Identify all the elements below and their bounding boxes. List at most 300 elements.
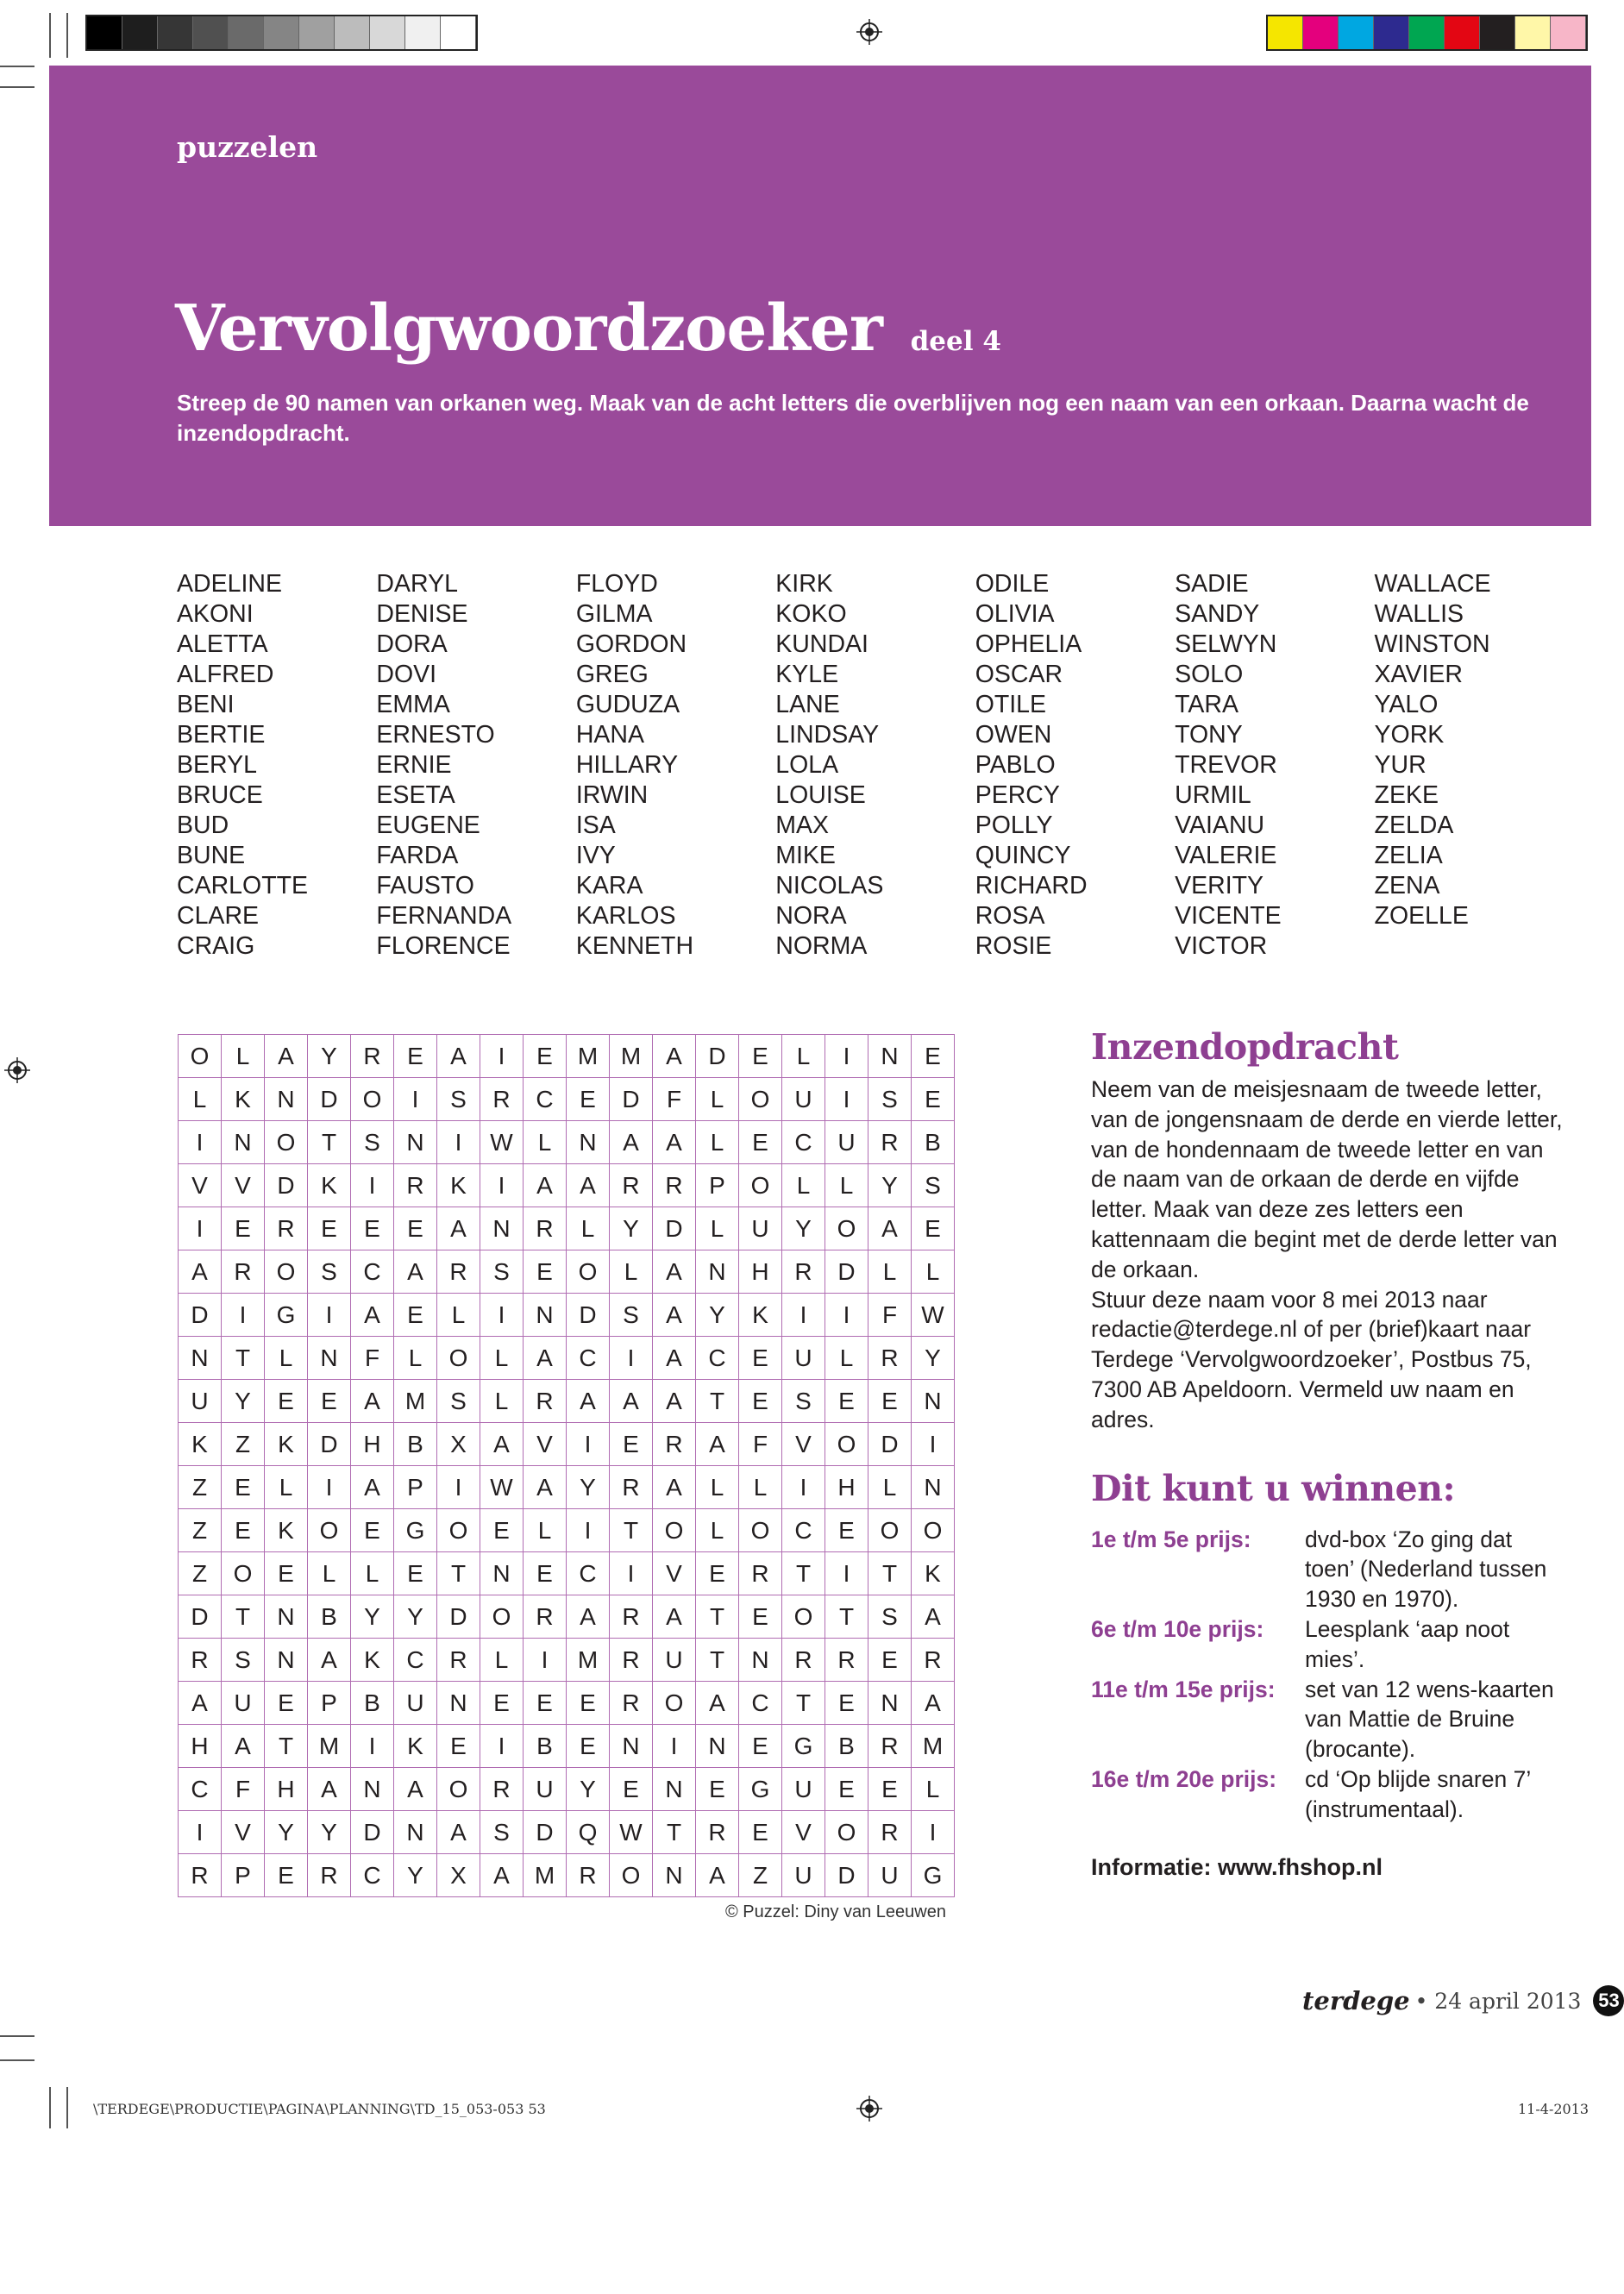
grid-cell[interactable]: E	[739, 1725, 782, 1768]
grid-cell[interactable]: E	[825, 1509, 868, 1552]
grid-cell[interactable]: N	[394, 1811, 437, 1854]
grid-cell[interactable]: L	[437, 1294, 480, 1337]
grid-cell[interactable]: E	[912, 1035, 955, 1078]
grid-cell[interactable]: E	[222, 1509, 265, 1552]
grid-cell[interactable]: W	[610, 1811, 653, 1854]
grid-cell[interactable]: A	[696, 1423, 739, 1466]
grid-cell[interactable]: W	[912, 1294, 955, 1337]
grid-cell[interactable]: S	[868, 1078, 912, 1121]
grid-cell[interactable]: R	[696, 1811, 739, 1854]
grid-cell[interactable]: T	[308, 1121, 351, 1164]
grid-cell[interactable]: E	[739, 1337, 782, 1380]
grid-cell[interactable]: E	[739, 1121, 782, 1164]
grid-cell[interactable]: I	[351, 1164, 394, 1207]
grid-cell[interactable]: C	[782, 1121, 825, 1164]
grid-cell[interactable]: A	[222, 1725, 265, 1768]
grid-cell[interactable]: L	[696, 1078, 739, 1121]
grid-cell[interactable]: I	[179, 1121, 222, 1164]
grid-cell[interactable]: R	[912, 1639, 955, 1682]
grid-cell[interactable]: A	[437, 1811, 480, 1854]
grid-cell[interactable]: L	[868, 1250, 912, 1294]
grid-cell[interactable]: L	[480, 1639, 524, 1682]
grid-cell[interactable]: E	[524, 1552, 567, 1595]
grid-cell[interactable]: I	[912, 1423, 955, 1466]
grid-cell[interactable]: O	[437, 1768, 480, 1811]
grid-cell[interactable]: N	[222, 1121, 265, 1164]
grid-cell[interactable]: B	[524, 1725, 567, 1768]
grid-cell[interactable]: I	[437, 1466, 480, 1509]
grid-cell[interactable]: I	[480, 1035, 524, 1078]
grid-cell[interactable]: L	[739, 1466, 782, 1509]
grid-cell[interactable]: E	[696, 1768, 739, 1811]
grid-cell[interactable]: L	[265, 1466, 308, 1509]
grid-cell[interactable]: O	[825, 1811, 868, 1854]
grid-cell[interactable]: R	[868, 1725, 912, 1768]
grid-cell[interactable]: N	[912, 1466, 955, 1509]
grid-cell[interactable]: F	[222, 1768, 265, 1811]
grid-cell[interactable]: S	[437, 1380, 480, 1423]
grid-cell[interactable]: E	[739, 1595, 782, 1639]
grid-cell[interactable]: D	[825, 1250, 868, 1294]
grid-cell[interactable]: B	[912, 1121, 955, 1164]
grid-cell[interactable]: Z	[222, 1423, 265, 1466]
grid-cell[interactable]: D	[308, 1078, 351, 1121]
grid-cell[interactable]: H	[265, 1768, 308, 1811]
grid-cell[interactable]: T	[696, 1595, 739, 1639]
grid-cell[interactable]: A	[653, 1337, 696, 1380]
grid-cell[interactable]: O	[782, 1595, 825, 1639]
grid-cell[interactable]: K	[265, 1509, 308, 1552]
grid-cell[interactable]: M	[567, 1639, 610, 1682]
grid-cell[interactable]: L	[308, 1552, 351, 1595]
grid-cell[interactable]: D	[179, 1595, 222, 1639]
grid-cell[interactable]: E	[524, 1682, 567, 1725]
grid-cell[interactable]: E	[394, 1294, 437, 1337]
grid-cell[interactable]: I	[480, 1294, 524, 1337]
grid-cell[interactable]: P	[696, 1164, 739, 1207]
grid-cell[interactable]: E	[524, 1250, 567, 1294]
grid-cell[interactable]: O	[351, 1078, 394, 1121]
grid-cell[interactable]: R	[868, 1337, 912, 1380]
grid-cell[interactable]: Y	[696, 1294, 739, 1337]
grid-cell[interactable]: E	[610, 1768, 653, 1811]
grid-cell[interactable]: A	[610, 1380, 653, 1423]
grid-cell[interactable]: R	[179, 1854, 222, 1897]
grid-cell[interactable]: C	[351, 1854, 394, 1897]
grid-cell[interactable]: A	[351, 1466, 394, 1509]
grid-cell[interactable]: O	[179, 1035, 222, 1078]
grid-cell[interactable]: E	[868, 1380, 912, 1423]
grid-cell[interactable]: Y	[567, 1768, 610, 1811]
grid-cell[interactable]: S	[868, 1595, 912, 1639]
grid-cell[interactable]: A	[912, 1682, 955, 1725]
grid-cell[interactable]: N	[567, 1121, 610, 1164]
grid-cell[interactable]: R	[825, 1639, 868, 1682]
grid-cell[interactable]: L	[825, 1337, 868, 1380]
grid-cell[interactable]: N	[868, 1035, 912, 1078]
grid-cell[interactable]: R	[480, 1078, 524, 1121]
grid-cell[interactable]: O	[567, 1250, 610, 1294]
grid-cell[interactable]: D	[868, 1423, 912, 1466]
grid-cell[interactable]: E	[739, 1811, 782, 1854]
grid-cell[interactable]: A	[351, 1380, 394, 1423]
grid-cell[interactable]: T	[696, 1380, 739, 1423]
grid-cell[interactable]: S	[782, 1380, 825, 1423]
grid-cell[interactable]: E	[524, 1035, 567, 1078]
grid-cell[interactable]: A	[653, 1466, 696, 1509]
grid-cell[interactable]: L	[696, 1509, 739, 1552]
grid-cell[interactable]: A	[394, 1768, 437, 1811]
grid-cell[interactable]: K	[739, 1294, 782, 1337]
grid-cell[interactable]: L	[567, 1207, 610, 1250]
grid-cell[interactable]: R	[524, 1595, 567, 1639]
grid-cell[interactable]: F	[351, 1337, 394, 1380]
grid-cell[interactable]: U	[394, 1682, 437, 1725]
grid-cell[interactable]: K	[308, 1164, 351, 1207]
grid-cell[interactable]: D	[653, 1207, 696, 1250]
grid-cell[interactable]: H	[179, 1725, 222, 1768]
grid-cell[interactable]: K	[912, 1552, 955, 1595]
grid-cell[interactable]: K	[265, 1423, 308, 1466]
grid-cell[interactable]: C	[524, 1078, 567, 1121]
grid-cell[interactable]: Y	[610, 1207, 653, 1250]
grid-cell[interactable]: B	[308, 1595, 351, 1639]
grid-cell[interactable]: C	[567, 1552, 610, 1595]
grid-cell[interactable]: A	[653, 1250, 696, 1294]
grid-cell[interactable]: S	[222, 1639, 265, 1682]
grid-cell[interactable]: N	[437, 1682, 480, 1725]
grid-cell[interactable]: O	[912, 1509, 955, 1552]
grid-cell[interactable]: G	[739, 1768, 782, 1811]
grid-cell[interactable]: L	[351, 1552, 394, 1595]
grid-cell[interactable]: E	[567, 1078, 610, 1121]
grid-cell[interactable]: O	[739, 1164, 782, 1207]
grid-cell[interactable]: X	[437, 1854, 480, 1897]
grid-cell[interactable]: W	[480, 1466, 524, 1509]
grid-cell[interactable]: I	[782, 1466, 825, 1509]
grid-cell[interactable]: L	[179, 1078, 222, 1121]
grid-cell[interactable]: Z	[179, 1466, 222, 1509]
grid-cell[interactable]: A	[179, 1682, 222, 1725]
grid-cell[interactable]: U	[222, 1682, 265, 1725]
grid-cell[interactable]: S	[351, 1121, 394, 1164]
grid-cell[interactable]: W	[480, 1121, 524, 1164]
grid-cell[interactable]: A	[653, 1035, 696, 1078]
grid-cell[interactable]: N	[653, 1854, 696, 1897]
grid-cell[interactable]: S	[610, 1294, 653, 1337]
grid-cell[interactable]: V	[524, 1423, 567, 1466]
grid-cell[interactable]: L	[524, 1121, 567, 1164]
grid-cell[interactable]: Y	[222, 1380, 265, 1423]
grid-cell[interactable]: U	[653, 1639, 696, 1682]
grid-cell[interactable]: D	[825, 1854, 868, 1897]
grid-cell[interactable]: I	[912, 1811, 955, 1854]
grid-cell[interactable]: O	[222, 1552, 265, 1595]
grid-cell[interactable]: A	[265, 1035, 308, 1078]
grid-cell[interactable]: F	[739, 1423, 782, 1466]
grid-cell[interactable]: U	[739, 1207, 782, 1250]
grid-cell[interactable]: E	[394, 1552, 437, 1595]
grid-cell[interactable]: R	[782, 1250, 825, 1294]
grid-cell[interactable]: T	[653, 1811, 696, 1854]
grid-cell[interactable]: A	[179, 1250, 222, 1294]
grid-cell[interactable]: L	[696, 1121, 739, 1164]
grid-cell[interactable]: L	[782, 1035, 825, 1078]
grid-cell[interactable]: B	[351, 1682, 394, 1725]
grid-cell[interactable]: C	[567, 1337, 610, 1380]
grid-cell[interactable]: R	[524, 1380, 567, 1423]
grid-cell[interactable]: T	[265, 1725, 308, 1768]
grid-cell[interactable]: I	[437, 1121, 480, 1164]
grid-cell[interactable]: N	[351, 1768, 394, 1811]
grid-cell[interactable]: H	[825, 1466, 868, 1509]
grid-cell[interactable]: O	[480, 1595, 524, 1639]
grid-cell[interactable]: E	[825, 1380, 868, 1423]
grid-cell[interactable]: Y	[912, 1337, 955, 1380]
grid-cell[interactable]: Y	[265, 1811, 308, 1854]
grid-cell[interactable]: T	[868, 1552, 912, 1595]
grid-cell[interactable]: N	[308, 1337, 351, 1380]
grid-cell[interactable]: Y	[782, 1207, 825, 1250]
grid-cell[interactable]: C	[696, 1337, 739, 1380]
grid-cell[interactable]: R	[653, 1423, 696, 1466]
grid-cell[interactable]: T	[782, 1552, 825, 1595]
grid-cell[interactable]: A	[524, 1337, 567, 1380]
grid-cell[interactable]: E	[912, 1078, 955, 1121]
grid-cell[interactable]: D	[265, 1164, 308, 1207]
grid-cell[interactable]: E	[394, 1207, 437, 1250]
grid-cell[interactable]: D	[437, 1595, 480, 1639]
grid-cell[interactable]: N	[480, 1207, 524, 1250]
grid-cell[interactable]: E	[480, 1682, 524, 1725]
grid-cell[interactable]: T	[825, 1595, 868, 1639]
grid-cell[interactable]: O	[437, 1509, 480, 1552]
grid-cell[interactable]: P	[222, 1854, 265, 1897]
grid-cell[interactable]: M	[524, 1854, 567, 1897]
grid-cell[interactable]: O	[308, 1509, 351, 1552]
grid-cell[interactable]: L	[868, 1466, 912, 1509]
grid-cell[interactable]: B	[394, 1423, 437, 1466]
grid-cell[interactable]: I	[308, 1294, 351, 1337]
grid-cell[interactable]: Z	[179, 1509, 222, 1552]
grid-cell[interactable]: R	[610, 1682, 653, 1725]
grid-cell[interactable]: M	[567, 1035, 610, 1078]
grid-cell[interactable]: O	[739, 1078, 782, 1121]
grid-cell[interactable]: Y	[394, 1854, 437, 1897]
grid-cell[interactable]: V	[782, 1423, 825, 1466]
grid-cell[interactable]: G	[265, 1294, 308, 1337]
grid-cell[interactable]: K	[437, 1164, 480, 1207]
grid-cell[interactable]: C	[739, 1682, 782, 1725]
grid-cell[interactable]: Z	[179, 1552, 222, 1595]
grid-cell[interactable]: E	[567, 1682, 610, 1725]
grid-cell[interactable]: A	[394, 1250, 437, 1294]
grid-cell[interactable]: M	[610, 1035, 653, 1078]
grid-cell[interactable]: N	[912, 1380, 955, 1423]
grid-cell[interactable]: N	[265, 1078, 308, 1121]
grid-cell[interactable]: E	[739, 1035, 782, 1078]
grid-cell[interactable]: V	[222, 1164, 265, 1207]
grid-cell[interactable]: C	[394, 1639, 437, 1682]
grid-cell[interactable]: G	[394, 1509, 437, 1552]
info-link[interactable]: Informatie: www.fhshop.nl	[1091, 1853, 1383, 1880]
grid-cell[interactable]: E	[480, 1509, 524, 1552]
grid-cell[interactable]: L	[394, 1337, 437, 1380]
grid-cell[interactable]: D	[351, 1811, 394, 1854]
grid-cell[interactable]: R	[351, 1035, 394, 1078]
grid-cell[interactable]: A	[653, 1380, 696, 1423]
grid-cell[interactable]: R	[437, 1250, 480, 1294]
grid-cell[interactable]: E	[868, 1639, 912, 1682]
grid-cell[interactable]: Y	[351, 1595, 394, 1639]
grid-cell[interactable]: N	[610, 1725, 653, 1768]
grid-cell[interactable]: L	[610, 1250, 653, 1294]
grid-cell[interactable]: U	[825, 1121, 868, 1164]
grid-cell[interactable]: D	[610, 1078, 653, 1121]
grid-cell[interactable]: A	[567, 1595, 610, 1639]
grid-cell[interactable]: A	[610, 1121, 653, 1164]
grid-cell[interactable]: V	[782, 1811, 825, 1854]
grid-cell[interactable]: R	[868, 1811, 912, 1854]
grid-cell[interactable]: H	[351, 1423, 394, 1466]
grid-cell[interactable]: L	[782, 1164, 825, 1207]
grid-cell[interactable]: G	[912, 1854, 955, 1897]
grid-cell[interactable]: R	[739, 1552, 782, 1595]
grid-cell[interactable]: E	[567, 1725, 610, 1768]
grid-cell[interactable]: I	[567, 1509, 610, 1552]
grid-cell[interactable]: N	[179, 1337, 222, 1380]
grid-cell[interactable]: R	[782, 1639, 825, 1682]
grid-cell[interactable]: A	[524, 1466, 567, 1509]
grid-cell[interactable]: A	[480, 1854, 524, 1897]
grid-cell[interactable]: E	[437, 1725, 480, 1768]
grid-cell[interactable]: N	[524, 1294, 567, 1337]
grid-cell[interactable]: R	[222, 1250, 265, 1294]
grid-cell[interactable]: E	[351, 1207, 394, 1250]
grid-cell[interactable]: A	[868, 1207, 912, 1250]
grid-cell[interactable]: R	[610, 1466, 653, 1509]
grid-cell[interactable]: S	[437, 1078, 480, 1121]
grid-cell[interactable]: O	[653, 1682, 696, 1725]
grid-cell[interactable]: O	[265, 1250, 308, 1294]
grid-cell[interactable]: I	[308, 1466, 351, 1509]
grid-cell[interactable]: O	[739, 1509, 782, 1552]
grid-cell[interactable]: N	[739, 1639, 782, 1682]
grid-cell[interactable]: L	[696, 1207, 739, 1250]
grid-cell[interactable]: N	[696, 1725, 739, 1768]
grid-cell[interactable]: A	[567, 1380, 610, 1423]
grid-cell[interactable]: I	[610, 1337, 653, 1380]
grid-cell[interactable]: U	[782, 1854, 825, 1897]
grid-cell[interactable]: E	[265, 1682, 308, 1725]
grid-cell[interactable]: A	[912, 1595, 955, 1639]
grid-cell[interactable]: D	[696, 1035, 739, 1078]
grid-cell[interactable]: E	[394, 1035, 437, 1078]
grid-cell[interactable]: I	[222, 1294, 265, 1337]
grid-cell[interactable]: I	[524, 1639, 567, 1682]
grid-cell[interactable]: U	[782, 1768, 825, 1811]
grid-cell[interactable]: R	[653, 1164, 696, 1207]
grid-cell[interactable]: E	[308, 1380, 351, 1423]
grid-cell[interactable]: B	[825, 1725, 868, 1768]
grid-cell[interactable]: U	[782, 1337, 825, 1380]
grid-cell[interactable]: N	[265, 1639, 308, 1682]
grid-cell[interactable]: D	[567, 1294, 610, 1337]
grid-cell[interactable]: A	[308, 1639, 351, 1682]
grid-cell[interactable]: A	[524, 1164, 567, 1207]
grid-cell[interactable]: A	[696, 1682, 739, 1725]
grid-cell[interactable]: R	[308, 1854, 351, 1897]
grid-cell[interactable]: I	[610, 1552, 653, 1595]
grid-cell[interactable]: I	[567, 1423, 610, 1466]
grid-cell[interactable]: A	[696, 1854, 739, 1897]
grid-cell[interactable]: Q	[567, 1811, 610, 1854]
grid-cell[interactable]: L	[524, 1509, 567, 1552]
grid-cell[interactable]: D	[179, 1294, 222, 1337]
grid-cell[interactable]: U	[179, 1380, 222, 1423]
grid-cell[interactable]: E	[825, 1682, 868, 1725]
grid-cell[interactable]: K	[222, 1078, 265, 1121]
grid-cell[interactable]: L	[825, 1164, 868, 1207]
grid-cell[interactable]: A	[308, 1768, 351, 1811]
grid-cell[interactable]: C	[782, 1509, 825, 1552]
grid-cell[interactable]: E	[739, 1380, 782, 1423]
grid-cell[interactable]: Y	[567, 1466, 610, 1509]
grid-cell[interactable]: A	[653, 1121, 696, 1164]
grid-cell[interactable]: N	[653, 1768, 696, 1811]
grid-cell[interactable]: O	[868, 1509, 912, 1552]
grid-cell[interactable]: I	[825, 1078, 868, 1121]
grid-cell[interactable]: R	[480, 1768, 524, 1811]
grid-cell[interactable]: I	[653, 1725, 696, 1768]
grid-cell[interactable]: A	[567, 1164, 610, 1207]
grid-cell[interactable]: N	[696, 1250, 739, 1294]
grid-cell[interactable]: E	[265, 1552, 308, 1595]
grid-cell[interactable]: D	[308, 1423, 351, 1466]
grid-cell[interactable]: T	[222, 1337, 265, 1380]
grid-cell[interactable]: T	[437, 1552, 480, 1595]
grid-cell[interactable]: L	[480, 1337, 524, 1380]
grid-cell[interactable]: I	[394, 1078, 437, 1121]
grid-cell[interactable]: N	[265, 1595, 308, 1639]
grid-cell[interactable]: E	[265, 1380, 308, 1423]
grid-cell[interactable]: I	[179, 1207, 222, 1250]
grid-cell[interactable]: E	[222, 1207, 265, 1250]
grid-cell[interactable]: O	[825, 1207, 868, 1250]
grid-cell[interactable]: L	[222, 1035, 265, 1078]
grid-cell[interactable]: C	[179, 1768, 222, 1811]
grid-cell[interactable]: L	[912, 1768, 955, 1811]
grid-cell[interactable]: T	[696, 1639, 739, 1682]
grid-cell[interactable]: K	[179, 1423, 222, 1466]
grid-cell[interactable]: V	[653, 1552, 696, 1595]
grid-cell[interactable]: R	[567, 1854, 610, 1897]
grid-cell[interactable]: H	[739, 1250, 782, 1294]
grid-cell[interactable]: R	[610, 1639, 653, 1682]
grid-cell[interactable]: K	[351, 1639, 394, 1682]
grid-cell[interactable]: A	[351, 1294, 394, 1337]
grid-cell[interactable]: I	[480, 1725, 524, 1768]
grid-cell[interactable]: X	[437, 1423, 480, 1466]
grid-cell[interactable]: O	[265, 1121, 308, 1164]
grid-cell[interactable]: S	[912, 1164, 955, 1207]
grid-cell[interactable]: N	[394, 1121, 437, 1164]
grid-cell[interactable]: M	[394, 1380, 437, 1423]
grid-cell[interactable]: U	[782, 1078, 825, 1121]
grid-cell[interactable]: E	[610, 1423, 653, 1466]
grid-cell[interactable]: Y	[308, 1811, 351, 1854]
grid-cell[interactable]: U	[524, 1768, 567, 1811]
